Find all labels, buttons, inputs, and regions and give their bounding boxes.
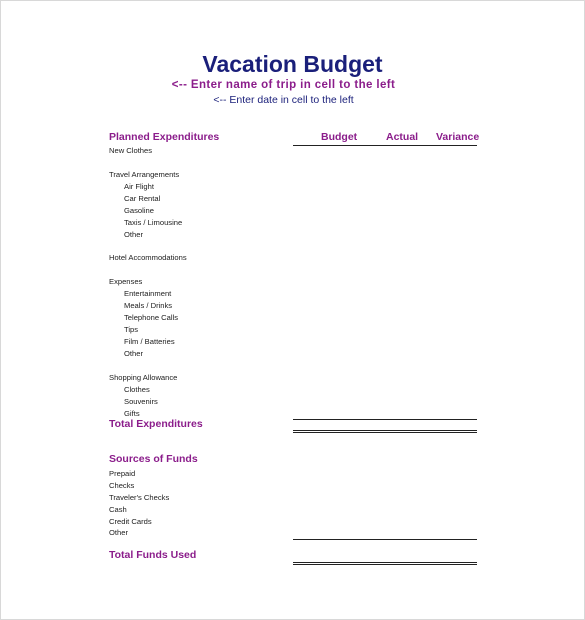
expenditures-subtotal-line: [293, 419, 477, 420]
expense-item: Telephone Calls: [124, 313, 179, 322]
funds-total-double-line: [293, 562, 477, 563]
shopping-item: Clothes: [124, 385, 150, 394]
funds-total-double-line: [293, 564, 477, 565]
fund-item: Cash: [109, 505, 127, 514]
total-expenditures-label: Total Expenditures: [109, 418, 203, 430]
variance-column-header: Variance: [436, 131, 480, 143]
planned-expenditures-heading: Planned Expenditures: [109, 131, 220, 143]
expense-item: Other: [124, 349, 143, 358]
travel-item: Gasoline: [124, 206, 154, 215]
total-funds-used-label: Total Funds Used: [109, 549, 197, 561]
travel-arrangements-label: Travel Arrangements: [109, 170, 180, 179]
sources-of-funds-heading: Sources of Funds: [109, 453, 198, 465]
header-underline: [293, 145, 477, 146]
expenses-label: Expenses: [109, 277, 143, 286]
shopping-item: Souvenirs: [124, 397, 158, 406]
expense-item: Entertainment: [124, 289, 172, 298]
travel-item: Other: [124, 230, 143, 239]
travel-item: Taxis / Limousine: [124, 218, 183, 227]
new-clothes-label: New Clothes: [109, 146, 153, 155]
expense-item: Meals / Drinks: [124, 301, 173, 310]
expense-item: Film / Batteries: [124, 337, 175, 346]
actual-column-header: Actual: [386, 131, 419, 143]
hotel-accommodations-label: Hotel Accommodations: [109, 253, 187, 262]
funds-subtotal-line: [293, 539, 477, 540]
travel-item: Air Flight: [124, 182, 154, 191]
budget-column-header: Budget: [321, 131, 358, 143]
expense-item: Tips: [124, 325, 139, 334]
expenditures-total-double-line: [293, 430, 477, 431]
fund-item: Prepaid: [109, 469, 136, 478]
shopping-item: Gifts: [124, 409, 140, 418]
page-title: Vacation Budget: [202, 51, 383, 77]
trip-name-prompt: <-- Enter name of trip in cell to the left: [171, 79, 396, 91]
fund-item: Traveler's Checks: [109, 493, 170, 502]
travel-item: Car Rental: [124, 194, 161, 203]
fund-item: Checks: [109, 481, 135, 490]
shopping-allowance-label: Shopping Allowance: [109, 373, 178, 382]
expenditures-total-double-line: [293, 432, 477, 433]
date-prompt: <-- Enter date in cell to the left: [213, 94, 354, 106]
fund-item: Other: [109, 528, 128, 537]
fund-item: Credit Cards: [109, 517, 152, 526]
